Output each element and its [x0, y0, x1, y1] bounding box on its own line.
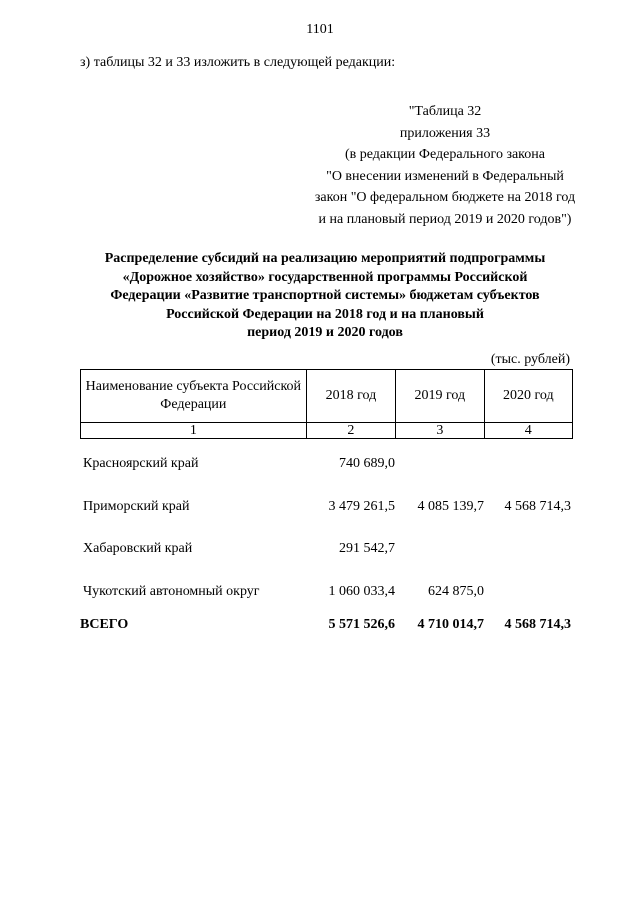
header-2019: 2019 год — [396, 370, 484, 423]
header-2020: 2020 год — [484, 370, 572, 423]
intro-text: з) таблицы 32 и 33 изложить в следующей редакции: — [80, 55, 396, 70]
column-number-row — [81, 423, 573, 439]
caption-line: приложения 33 — [399, 125, 491, 141]
table-header — [80, 369, 573, 439]
caption-line: "О внесении изменений в Федеральный — [326, 168, 564, 184]
region-name: Хабаровский край — [83, 541, 193, 556]
region-name: Красноярский край — [83, 456, 199, 471]
column-number: 3 — [396, 423, 484, 439]
table-row — [80, 456, 573, 476]
value-2019: 4 085 139,7 — [417, 499, 484, 514]
column-number: 1 — [81, 423, 307, 439]
value-2019: 624 875,0 — [428, 584, 484, 599]
heading-line: период 2019 и 2020 годов — [247, 325, 403, 340]
total-label: ВСЕГО — [80, 617, 129, 632]
header-row — [81, 370, 573, 423]
total-2018: 5 571 526,6 — [328, 617, 395, 632]
total-2020: 4 568 714,3 — [504, 617, 571, 632]
heading-line: Федерации «Развитие транспортной системы» бюджетам субъектов — [110, 288, 540, 303]
column-number: 4 — [484, 423, 572, 439]
heading-line: Российской Федерации на 2018 год и на плановый — [166, 306, 484, 322]
caption-line: "Таблица 32 — [408, 104, 482, 119]
table-total-row — [80, 617, 573, 637]
document-heading — [80, 250, 570, 343]
table-row — [80, 541, 573, 561]
heading-line: «Дорожное хозяйство» государственной программы Российской — [122, 269, 528, 285]
header-2018: 2018 год — [306, 370, 395, 423]
units-label: (тыс. рублей) — [490, 352, 570, 367]
value-2018: 740 689,0 — [339, 456, 395, 471]
value-2020: 4 568 714,3 — [504, 499, 571, 514]
value-2018: 291 542,7 — [339, 541, 395, 556]
table-row — [80, 499, 573, 519]
region-name: Чукотский автономный округ — [83, 584, 260, 599]
caption-line: закон "О федеральном бюджете на 2018 год — [314, 190, 576, 205]
region-name: Приморский край — [83, 499, 190, 514]
value-2018: 1 060 033,4 — [328, 584, 395, 599]
total-2019: 4 710 014,7 — [417, 617, 484, 632]
table-row — [80, 584, 573, 604]
header-name: Наименование субъекта Российской Федерации — [81, 370, 307, 423]
caption-line: и на плановый период 2019 и 2020 годов") — [318, 211, 572, 227]
caption-line: (в редакции Федерального закона — [345, 147, 545, 162]
column-number: 2 — [306, 423, 395, 439]
heading-line: Распределение субсидий на реализацию мероприятий подпрограммы — [104, 251, 546, 266]
page-number: 1101 — [306, 22, 334, 37]
value-2018: 3 479 261,5 — [328, 499, 395, 514]
table-caption — [250, 101, 640, 230]
